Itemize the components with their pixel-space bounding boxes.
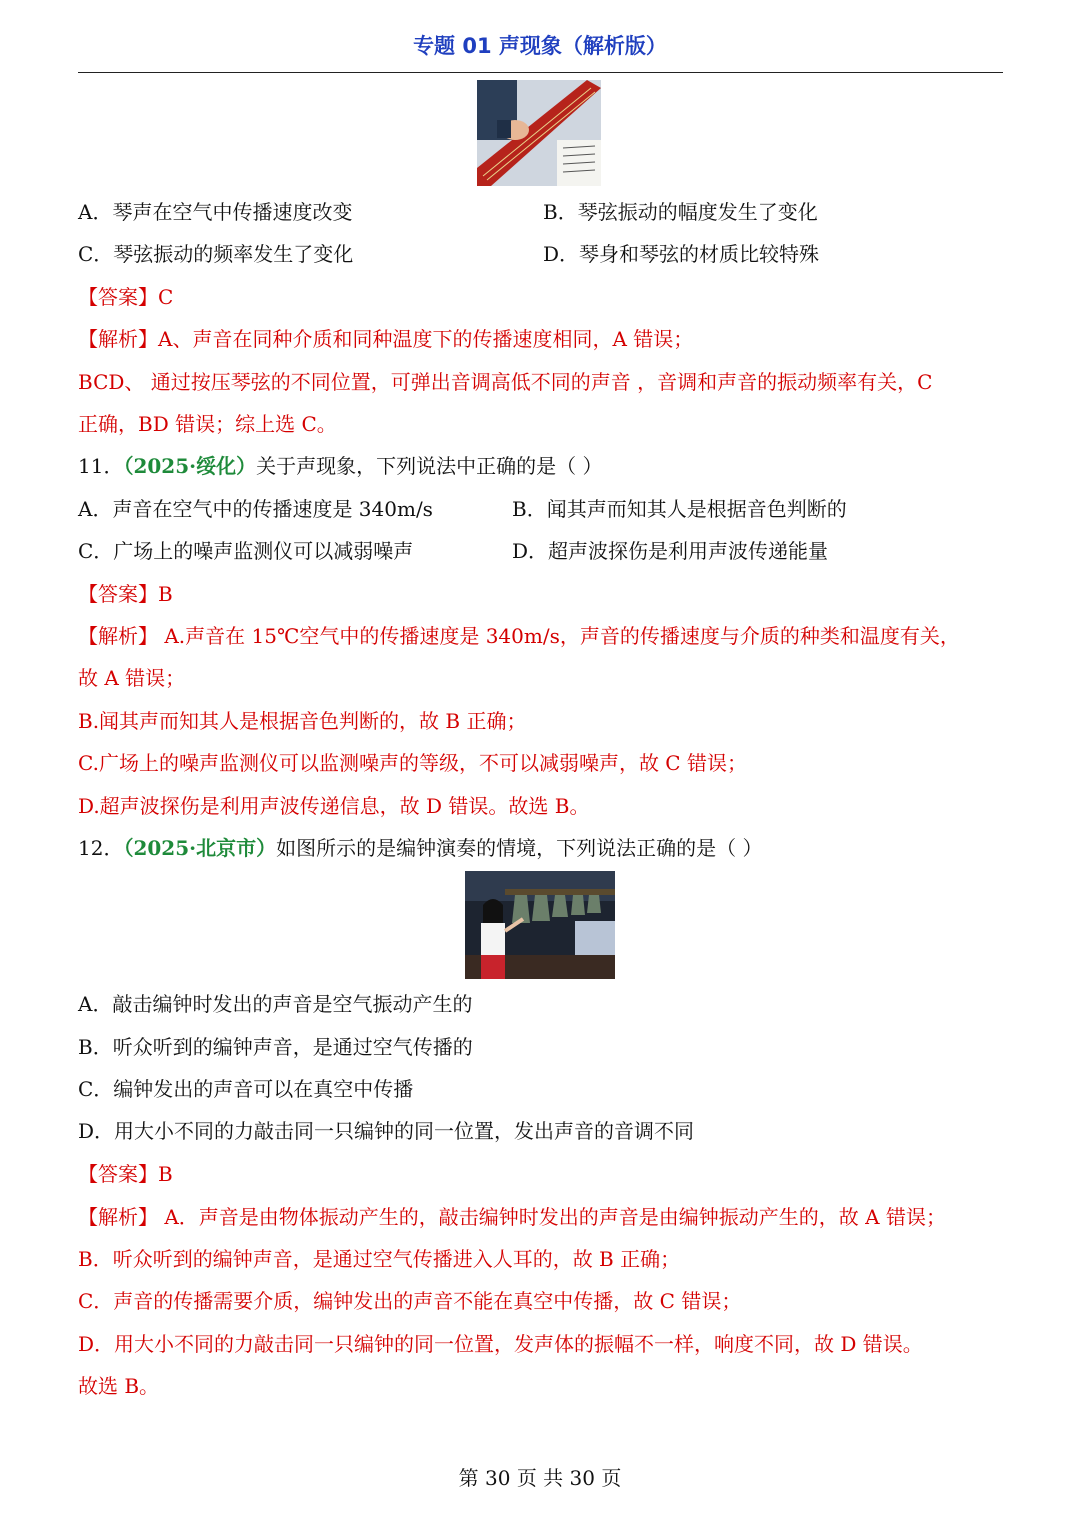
q10-answer bbox=[78, 283, 173, 311]
question-number: 12． bbox=[78, 836, 124, 860]
q11-option-d: D．超声波探伤是利用声波传递能量 bbox=[512, 539, 829, 563]
q10-option-a: A．琴声在空气中传播速度改变 bbox=[78, 200, 353, 224]
q11-analysis-line-5: D.超声波探伤是利用声波传递信息，故 D 错误。故选 B。 bbox=[78, 794, 590, 818]
q10-option-c: C．琴弦振动的频率发生了变化 bbox=[78, 242, 354, 266]
bianzhong-photo bbox=[465, 871, 615, 979]
q11-answer bbox=[78, 580, 173, 608]
q11-analysis-line-1: 【解析】 A.声音在 15℃空气中的传播速度是 340m/s，声音的传播速度与介质的种类和温度有关， bbox=[78, 624, 960, 648]
q10-analysis-line-1: 【解析】A、声音在同种介质和同种温度下的传播速度相同，A 错误； bbox=[78, 327, 694, 351]
q12-stem: 12．（2025·北京市）如图所示的是编钟演奏的情境，下列说法正确的是（ ） bbox=[78, 836, 763, 860]
analysis-tag: 【解析】 bbox=[78, 624, 158, 648]
q10-option-b: B．琴弦振动的幅度发生了变化 bbox=[543, 200, 818, 224]
q11-analysis-line-2: 故 A 错误； bbox=[78, 666, 186, 690]
answer-value: B bbox=[158, 1162, 173, 1186]
answer-value: B bbox=[158, 582, 173, 606]
analysis-tag: 【解析】 bbox=[78, 327, 158, 351]
q12-option-a: A．敲击编钟时发出的声音是空气振动产生的 bbox=[78, 992, 473, 1016]
q12-analysis-line-1: 【解析】 A．声音是由物体振动产生的，敲击编钟时发出的声音是由编钟振动产生的，故 A 错误； bbox=[78, 1205, 946, 1229]
q11-option-c: C．广场上的噪声监测仪可以减弱噪声 bbox=[78, 539, 414, 563]
analysis-tag: 【解析】 bbox=[78, 1205, 158, 1229]
guqin-photo bbox=[477, 80, 601, 186]
answer-tag: 【答案】 bbox=[78, 285, 158, 309]
q11-option-a: A．声音在空气中的传播速度是 340m/s bbox=[78, 497, 433, 521]
q12-analysis-line-5: 故选 B。 bbox=[78, 1374, 160, 1398]
answer-tag: 【答案】 bbox=[78, 1162, 158, 1186]
answer-tag: 【答案】 bbox=[78, 582, 158, 606]
page-number: 第 30 页 共 30 页 bbox=[458, 1466, 622, 1490]
q10-analysis-line-3: 正确，BD 错误；综上选 C。 bbox=[78, 412, 337, 436]
answer-value: C bbox=[158, 285, 174, 309]
q12-analysis-line-3: C．声音的传播需要介质，编钟发出的声音不能在真空中传播，故 C 错误； bbox=[78, 1289, 742, 1313]
q11-analysis-line-4: C.广场上的噪声监测仪可以监测噪声的等级，不可以减弱噪声，故 C 错误； bbox=[78, 751, 747, 775]
q11-stem: 11．（2025·绥化）关于声现象，下列说法中正确的是（ ） bbox=[78, 454, 603, 478]
q12-option-d: D．用大小不同的力敲击同一只编钟的同一位置，发出声音的音调不同 bbox=[78, 1119, 695, 1143]
q12-answer bbox=[78, 1160, 173, 1188]
q11-analysis-line-3: B.闻其声而知其人是根据音色判断的，故 B 正确； bbox=[78, 709, 527, 733]
question-number: 11． bbox=[78, 454, 124, 478]
q12-analysis-line-2: B．听众听到的编钟声音，是通过空气传播进入人耳的，故 B 正确； bbox=[78, 1247, 681, 1271]
q10-analysis-line-2: BCD、 通过按压琴弦的不同位置，可弹出音调高低不同的声音 ，音调和声音的振动频率有关，C bbox=[78, 370, 933, 394]
q10-option-d: D．琴身和琴弦的材质比较特殊 bbox=[543, 242, 820, 266]
q11-option-b: B．闻其声而知其人是根据音色判断的 bbox=[512, 497, 847, 521]
q12-option-b: B．听众听到的编钟声音，是通过空气传播的 bbox=[78, 1035, 473, 1059]
question-source: （2025·绥化） bbox=[123, 454, 257, 478]
question-source: （2025·北京市） bbox=[123, 836, 277, 860]
q12-option-c: C．编钟发出的声音可以在真空中传播 bbox=[78, 1077, 414, 1101]
q12-analysis-line-4: D．用大小不同的力敲击同一只编钟的同一位置，发声体的振幅不一样，响度不同，故 D 错误。 bbox=[78, 1332, 923, 1356]
header-divider bbox=[78, 72, 1003, 73]
page-title: 专题 01 声现象（解析版） bbox=[413, 34, 667, 58]
